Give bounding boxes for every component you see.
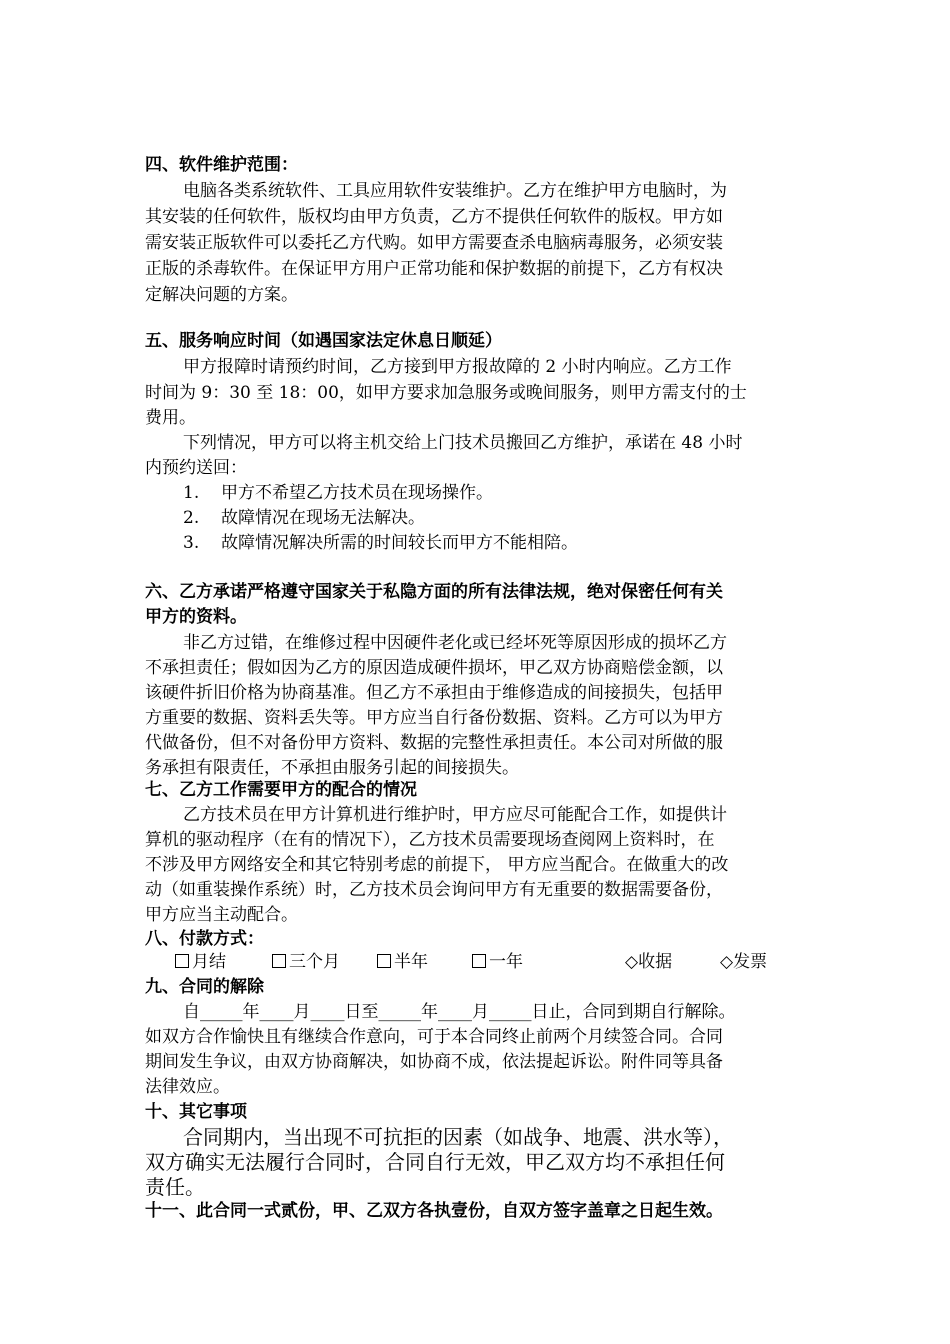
section-7-line: 甲方应当主动配合。 (145, 905, 298, 925)
section-6-line: 非乙方过错，在维修过程中因硬件老化或已经坏死等原因形成的损坏乙方 (183, 633, 727, 653)
section-4-line: 定解决问题的方案。 (145, 285, 298, 305)
section-4-title: 四、软件维护范围： (145, 155, 298, 175)
payment-option-quarterly[interactable] (272, 947, 340, 972)
payment-option-half-year[interactable] (377, 947, 428, 972)
section-5-title: 五、服务响应时间（如遇国家法定休息日顺延） (145, 331, 502, 351)
payment-option-label: 三个月 (289, 952, 340, 972)
section-9-line: 自_____年____月____日至_____年____月_____日止，合同到期自行解除。 (183, 1002, 736, 1022)
section-5-line: 费用。 (145, 408, 196, 428)
list-item-number: 1. (183, 483, 200, 503)
list-item (183, 503, 425, 528)
section-4-line: 正版的杀毒软件。在保证甲方用户正常功能和保护数据的前提下，乙方有权决 (145, 259, 723, 279)
section-5-line: 甲方报障时请预约时间，乙方接到甲方报故障的 2 小时内响应。乙方工作 (183, 357, 732, 377)
section-9-title: 九、合同的解除 (145, 977, 264, 997)
payment-option-label: 一年 (489, 952, 523, 972)
section-6-title: 甲方的资料。 (145, 607, 247, 627)
section-5-line: 内预约送回： (145, 458, 247, 478)
invoice-option[interactable]: ◇发票 (720, 952, 768, 972)
list-item-number: 3. (183, 533, 200, 553)
list-item-text: 故障情况在现场无法解决。 (221, 508, 425, 528)
section-7-line: 动（如重装操作系统）时，乙方技术员会询问甲方有无重要的数据需要备份， (145, 880, 723, 900)
section-11-title: 十一、此合同一式贰份，甲、乙双方各执壹份，自双方签字盖章之日起生效。 (145, 1201, 723, 1221)
section-6-line: 代做备份，但不对备份甲方资料、数据的完整性承担责任。本公司对所做的服 (145, 733, 723, 753)
section-9-line: 法律效应。 (145, 1077, 230, 1097)
section-4-line: 其安装的任何软件，版权均由甲方负责，乙方不提供任何软件的版权。甲方如 (145, 207, 723, 227)
payment-option-monthly[interactable] (175, 947, 226, 972)
list-item-text: 甲方不希望乙方技术员在现场操作。 (221, 483, 493, 503)
section-5-line: 下列情况，甲方可以将主机交给上门技术员搬回乙方维护，承诺在 48 小时 (183, 433, 743, 453)
section-10-line: 合同期内，当出现不可抗拒的因素（如战争、地震、洪水等）， (183, 1125, 733, 1149)
section-6-line: 方重要的数据、资料丢失等。甲方应当自行备份数据、资料。乙方可以为甲方 (145, 708, 723, 728)
list-item (183, 478, 493, 503)
section-9-line: 如双方合作愉快且有继续合作意向，可于本合同终止前两个月续签合同。合同 (145, 1027, 723, 1047)
section-6-line: 该硬件折旧价格为协商基准。但乙方不承担由于维修造成的间接损失，包括甲 (145, 683, 723, 703)
list-item-number: 2. (183, 508, 200, 528)
payment-option-label: 月结 (192, 952, 226, 972)
list-item (183, 528, 578, 553)
receipt-option[interactable]: ◇收据 (625, 952, 673, 972)
checkbox-icon[interactable] (175, 954, 189, 968)
checkbox-icon[interactable] (377, 954, 391, 968)
section-9-line: 期间发生争议，由双方协商解决，如协商不成，依法提起诉讼。附件同等具备 (145, 1052, 723, 1072)
section-7-line: 不涉及甲方网络安全和其它特别考虑的前提下， 甲方应当配合。在做重大的改 (145, 855, 729, 875)
section-10-line: 双方确实无法履行合同时，合同自行无效，甲乙双方均不承担任何 (145, 1150, 725, 1174)
section-10-title: 十、其它事项 (145, 1102, 247, 1122)
section-6-line: 务承担有限责任，不承担由服务引起的间接损失。 (145, 758, 519, 778)
payment-option-yearly[interactable] (472, 947, 523, 972)
list-item-text: 故障情况解决所需的时间较长而甲方不能相陪。 (221, 533, 578, 553)
section-8-title: 八、付款方式： (145, 929, 264, 949)
section-4-line: 电脑各类系统软件、工具应用软件安装维护。乙方在维护甲方电脑时，为 (183, 181, 727, 201)
section-10-line: 责任。 (145, 1175, 205, 1199)
checkbox-icon[interactable] (472, 954, 486, 968)
section-7-line: 算机的驱动程序（在有的情况下），乙方技术员需要现场查阅网上资料时，在 (145, 830, 715, 850)
section-6-line: 不承担责任；假如因为乙方的原因造成硬件损坏，甲乙双方协商赔偿金额，以 (145, 658, 723, 678)
section-5-line: 时间为 9：30 至 18：00，如甲方要求加急服务或晚间服务，则甲方需支付的士 (145, 383, 747, 403)
payment-option-label: 半年 (394, 952, 428, 972)
checkbox-icon[interactable] (272, 954, 286, 968)
section-7-line: 乙方技术员在甲方计算机进行维护时，甲方应尽可能配合工作，如提供计 (183, 805, 727, 825)
section-4-line: 需安装正版软件可以委托乙方代购。如甲方需要查杀电脑病毒服务，必须安装 (145, 233, 723, 253)
section-7-title: 七、乙方工作需要甲方的配合的情况 (145, 780, 417, 800)
section-6-title: 六、乙方承诺严格遵守国家关于私隐方面的所有法律法规，绝对保密任何有关 (145, 582, 723, 602)
